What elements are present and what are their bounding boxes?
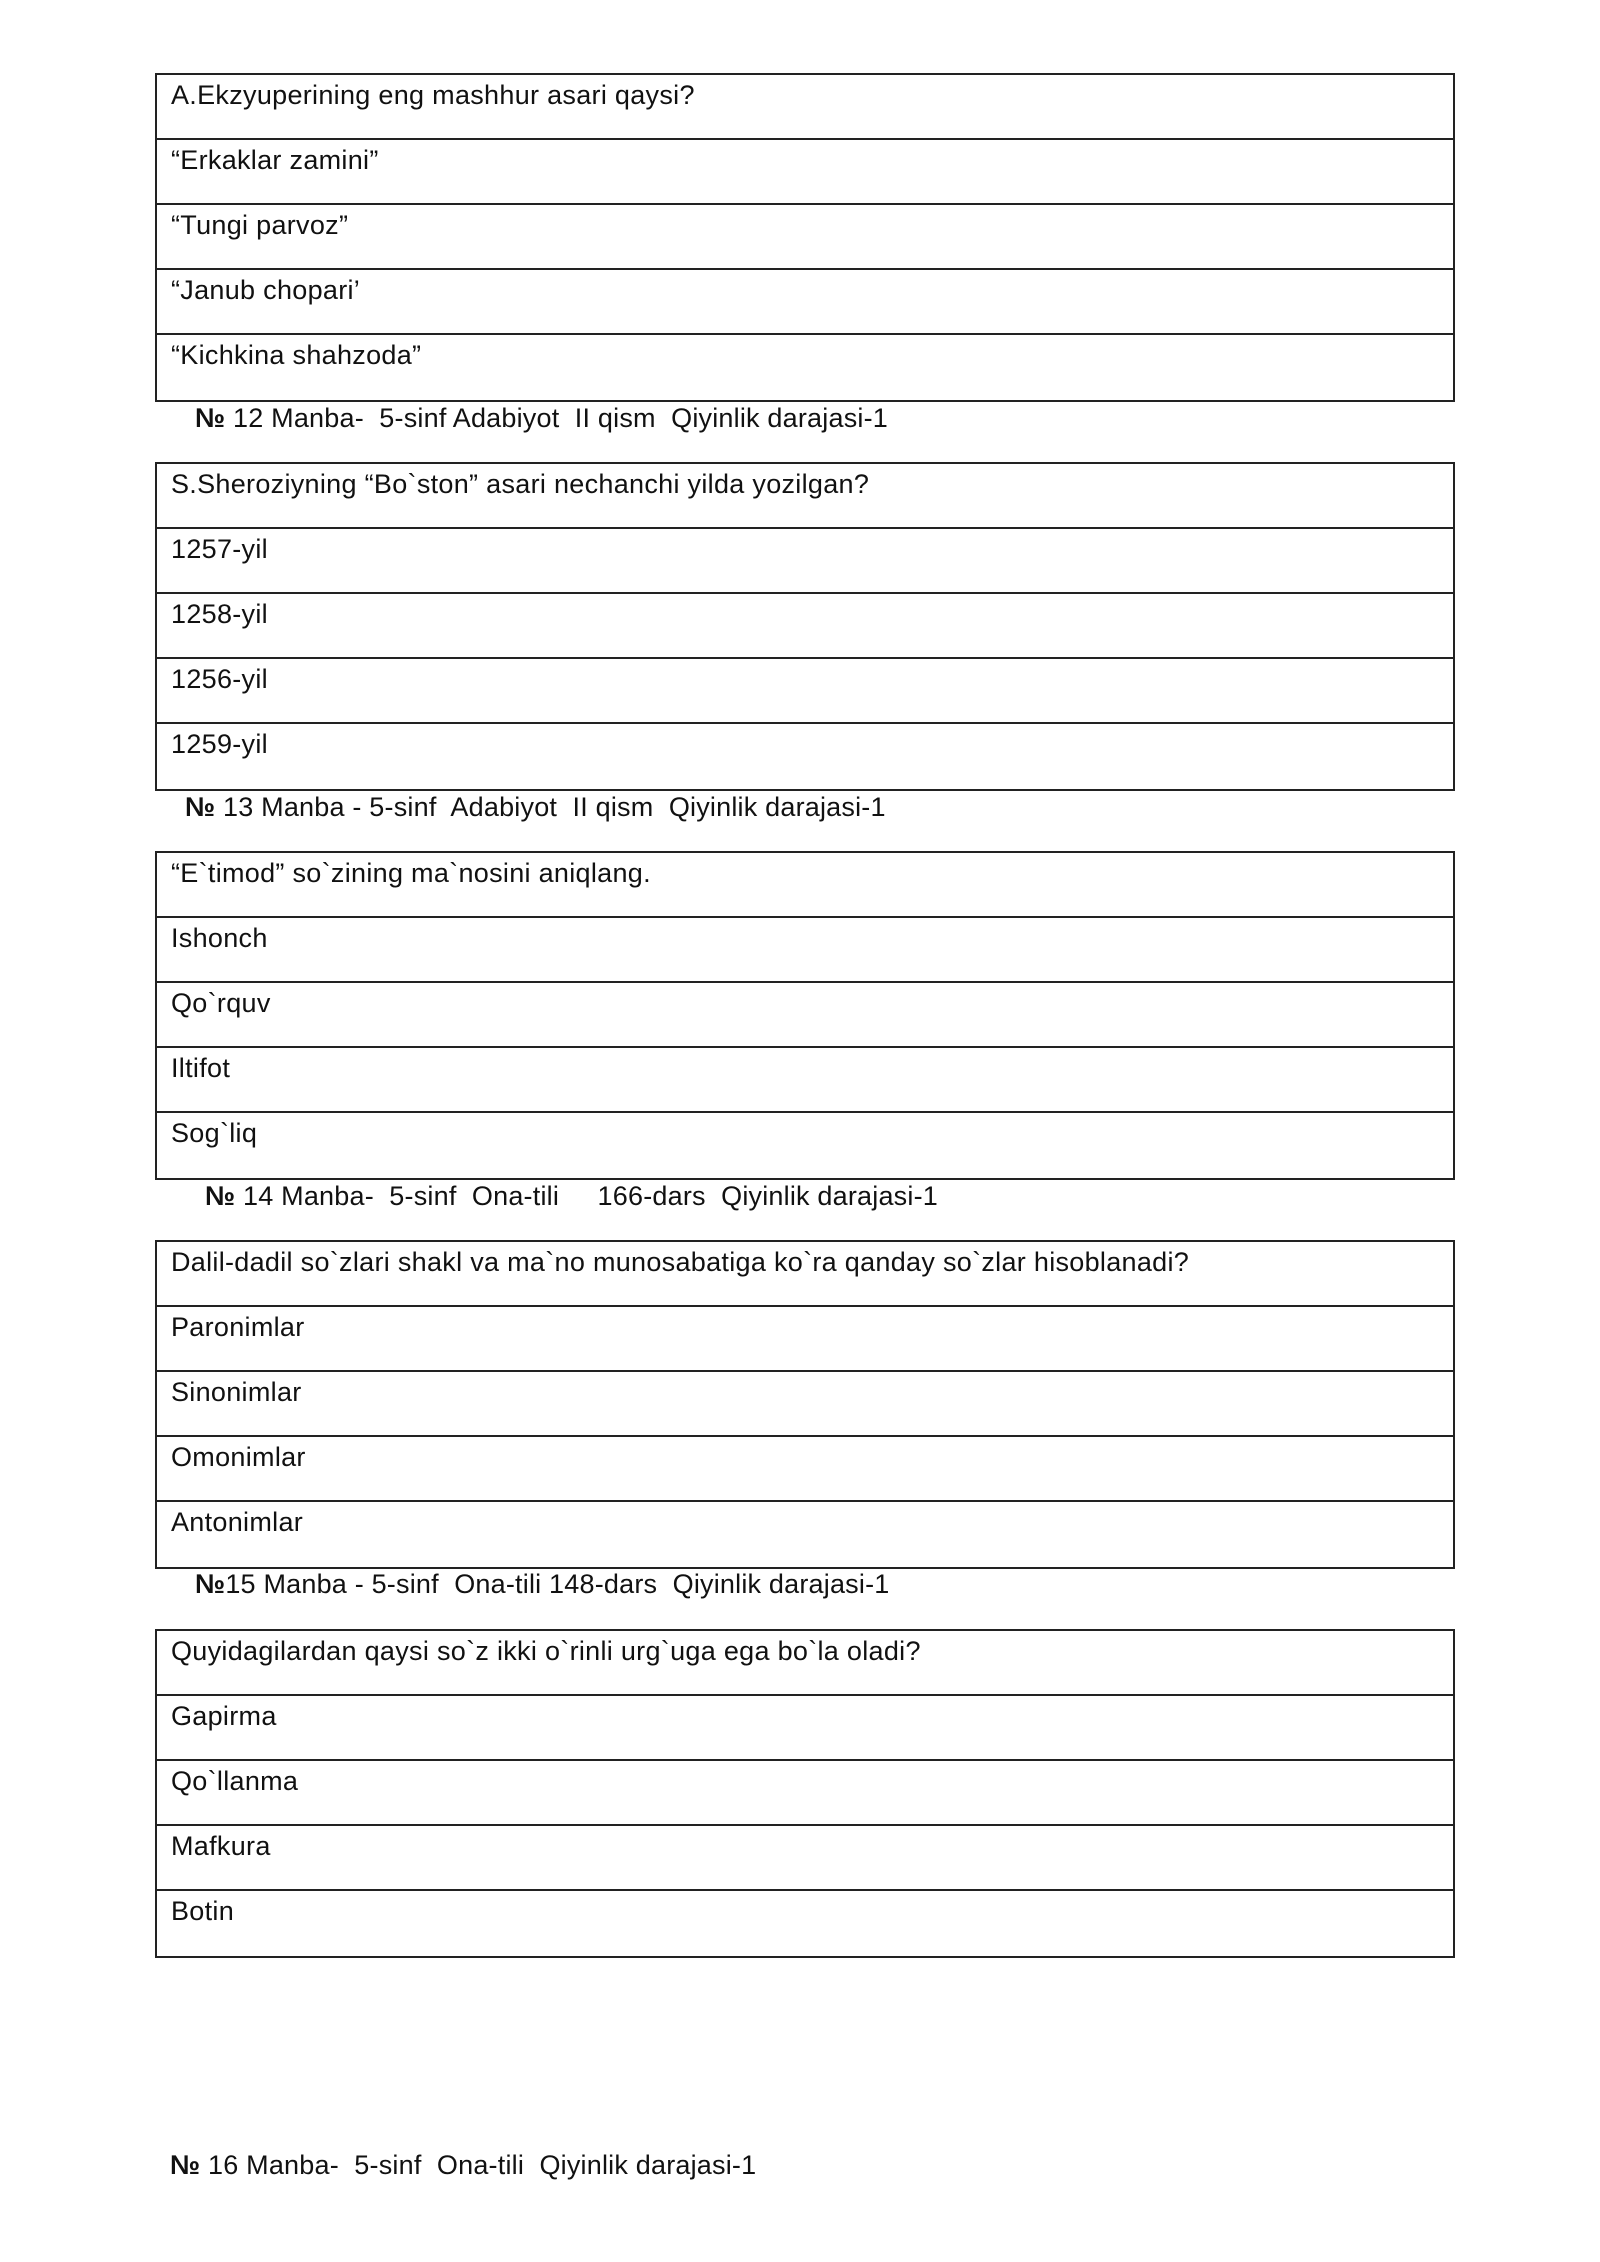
answer-option: “Tungi parvoz”: [157, 205, 1453, 270]
meta-text: 12 Manba- 5-sinf Adabiyot II qism Qiyinlik darajasi-1: [225, 403, 888, 433]
meta-text: 16 Manba- 5-sinf Ona-tili Qiyinlik darajasi-1: [200, 2150, 757, 2180]
number-sign: №: [170, 2150, 201, 2180]
question-meta-14: [205, 1181, 938, 1211]
question-meta-13: [185, 792, 886, 822]
question-text: S.Sheroziyning “Bo`ston” asari nechanchi yilda yozilgan?: [157, 464, 1453, 529]
meta-text: 15 Manba - 5-sinf Ona-tili 148-dars Qiyinlik darajasi-1: [225, 1569, 890, 1599]
number-sign: №: [185, 792, 216, 822]
answer-option: Sinonimlar: [157, 1372, 1453, 1437]
answer-option: 1258-yil: [157, 594, 1453, 659]
answer-option: Gapirma: [157, 1696, 1453, 1761]
question-meta-12: [195, 403, 888, 433]
answer-option: 1256-yil: [157, 659, 1453, 724]
number-sign: №: [195, 1569, 226, 1599]
answer-option: 1257-yil: [157, 529, 1453, 594]
number-sign: №: [195, 403, 226, 433]
meta-text: 13 Manba - 5-sinf Adabiyot II qism Qiyinlik darajasi-1: [215, 792, 886, 822]
answer-option: Antonimlar: [171, 1507, 304, 1537]
answer-option: Ishonch: [157, 918, 1453, 983]
question-meta-16: [170, 2150, 756, 2180]
answer-option: Paronimlar: [157, 1307, 1453, 1372]
answer-option: Iltifot: [157, 1048, 1453, 1113]
question-table-12: [155, 462, 1455, 791]
answer-option: 1259-yil: [171, 729, 268, 759]
question-table-13: [155, 851, 1455, 1180]
question-table-14: [155, 1240, 1455, 1569]
meta-text: 14 Manba- 5-sinf Ona-tili 166-dars Qiyinlik darajasi-1: [235, 1181, 938, 1211]
question-table-11: [155, 73, 1455, 402]
answer-option: “Erkaklar zamini”: [157, 140, 1453, 205]
number-sign: №: [205, 1181, 236, 1211]
question-text: “E`timod” so`zining ma`nosini aniqlang.: [157, 853, 1453, 918]
answer-option: Qo`rquv: [157, 983, 1453, 1048]
question-text: Quyidagilardan qaysi so`z ikki o`rinli urg`uga ega bo`la oladi?: [157, 1631, 1453, 1696]
answer-option: Sog`liq: [171, 1118, 258, 1148]
question-table-15: [155, 1629, 1455, 1958]
answer-option: “Janub chopari’: [157, 270, 1453, 335]
answer-option: “Kichkina shahzoda”: [171, 340, 422, 370]
answer-option: Botin: [171, 1896, 235, 1926]
question-text: Dalil-dadil so`zlari shakl va ma`no munosabatiga ko`ra qanday so`zlar hisoblanadi?: [157, 1242, 1453, 1307]
answer-option: Mafkura: [157, 1826, 1453, 1891]
question-text: A.Ekzyuperining eng mashhur asari qaysi?: [157, 75, 1453, 140]
question-meta-15: [195, 1569, 890, 1599]
answer-option: Omonimlar: [157, 1437, 1453, 1502]
answer-option: Qo`llanma: [157, 1761, 1453, 1826]
